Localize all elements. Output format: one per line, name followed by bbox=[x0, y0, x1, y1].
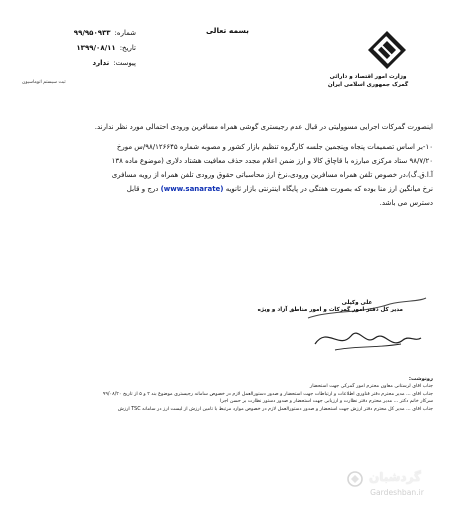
ministry-line-1: وزارت امور اقتصاد و دارائی bbox=[329, 74, 407, 80]
ministry-line-2: گمرک جمهوری اسلامی ایران bbox=[327, 82, 409, 88]
letter-attachment-row bbox=[26, 56, 136, 71]
paragraph-2-line-4-start: نرخ میانگین ارز منا بوده که بصورت هفتگی در پایگاه اینترنتی بازار ثانویه bbox=[225, 185, 433, 193]
letter-attachment-label: پیوست: bbox=[113, 59, 136, 67]
paragraph-2-line-2: ۹۸/۷/۲۰ ستاد مرکزی مبارزه با قاچاق کالا و ارز ضمن اعلام مجدد حذف معافیت هشتاد دلاری (موضوع ماده ۱۳۸ bbox=[111, 157, 433, 165]
paragraph-2-line-4-end: درج و قابل bbox=[126, 185, 159, 193]
letter-body bbox=[21, 120, 433, 210]
paragraph-2-line-1: ۱۰-بر اساس تصمیمات پنجاه وپنجمین جلسه کارگروه تنظیم بازار کشور و مصوبه شماره ۹۸/۱۲۶۶۴۵/س مورخ bbox=[116, 143, 433, 151]
cc-line: جناب آقای ... مدیر محترم دفتر فناوری اطلاعات و ارتباطات جهت استحضار و صدور دستورالعمل لازم در خصوص سامانه رجیستری موضوع بند ۲ و ۵ از تاریخ ۹۹/۰۸/۲۰ bbox=[102, 391, 433, 397]
cc-line: جناب آقای ... مدیر کل محترم دفتر ارزش جهت استحضار و صدور دستورالعمل لازم در خصوص موارد مرتبط با تامین ارزش از لیست ارز در سامانه TSC ارزش bbox=[117, 406, 433, 412]
letter-number-value: ۹۹/۹۵۰۹۳۳ bbox=[73, 29, 111, 37]
signature-block bbox=[257, 300, 403, 314]
signer-name: علی وکیلی bbox=[341, 300, 373, 306]
system-note: ثبت سیستم اتوماسیون bbox=[22, 80, 66, 85]
website-link[interactable]: (www.sanarate) bbox=[160, 185, 224, 193]
handwritten-signature bbox=[305, 320, 425, 356]
customs-logo bbox=[367, 30, 407, 70]
ministry-title bbox=[323, 73, 413, 89]
basmala-heading: بسمه تعالی bbox=[206, 26, 249, 35]
letter-number-label: شماره: bbox=[114, 29, 136, 37]
paragraph-2-line-3: آ.ا.ق.گ)،در خصوص تلفن همراه مسافرین ورودی،نرخ ارز محاسباتی حقوق ورودی تلفن همراه از رویه مسافری bbox=[111, 171, 433, 179]
watermark-logo-icon bbox=[345, 470, 365, 488]
letter-number-row bbox=[26, 26, 136, 41]
paragraph-2-line-4 bbox=[21, 182, 433, 196]
cc-section bbox=[21, 376, 433, 413]
cc-title: رونوشت: bbox=[408, 376, 433, 382]
cc-line: سرکار خانم دکتر ... مدیر محترم دفتر نظارت و ارزیابی جهت استحضار و صدور دستور نظارت بر حسن اجرا bbox=[220, 399, 433, 405]
signer-title: مدیر کل دفتر امور گمرکات و امور مناطق آزاد و ویژه bbox=[257, 307, 403, 313]
letter-date-row bbox=[26, 41, 136, 56]
watermark-persian: گردشبان bbox=[368, 470, 422, 484]
letter-date-label: تاریخ: bbox=[119, 44, 136, 52]
letter-meta bbox=[26, 26, 136, 71]
letter-attachment-value: ندارد bbox=[92, 59, 110, 67]
paragraph-2-line-5: دسترس می باشد. bbox=[379, 199, 433, 207]
letter-date-value: ۱۳۹۹/۰۸/۱۱ bbox=[76, 44, 116, 52]
paragraph-1: اینصورت گمرکات اجرایی مسوولیتی در قبال عدم رجیستری گوشی همراه مسافرین ورودی احتمالی مورد نظر ندارند. bbox=[94, 123, 433, 131]
cc-line: جناب آقای لرستانی معاون محترم امور گمرکی جهت استحضار bbox=[309, 384, 433, 390]
watermark-domain: Gardeshban.ir bbox=[370, 488, 424, 497]
